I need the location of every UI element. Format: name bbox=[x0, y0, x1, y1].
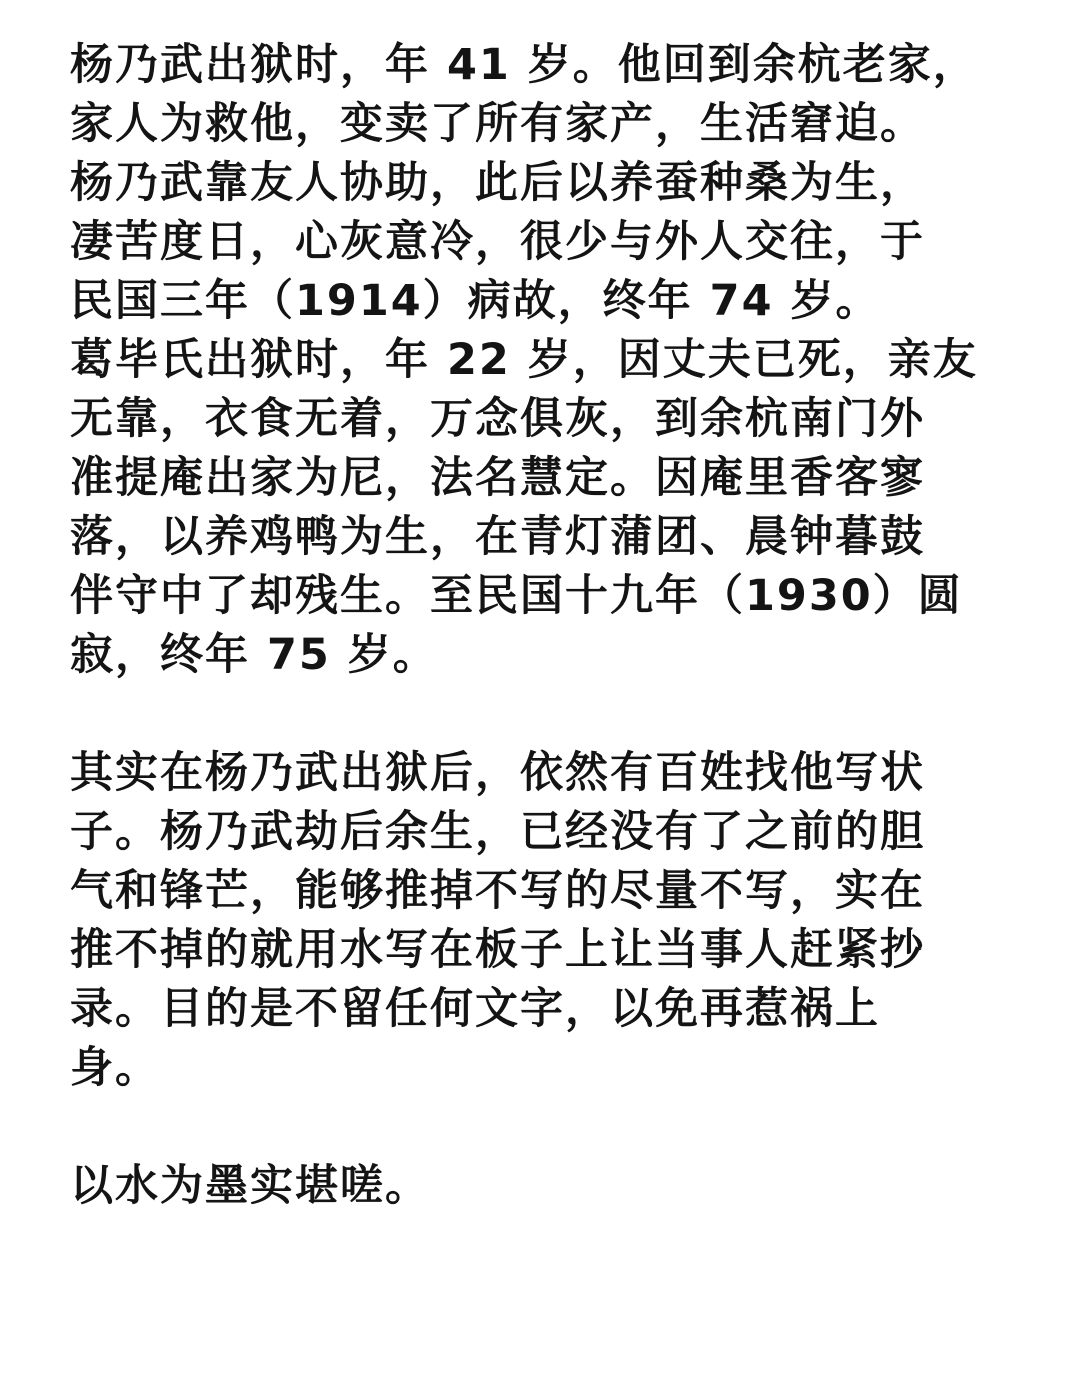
text-line: 气和锋芒，能够推掉不写的尽量不写，实在 bbox=[70, 866, 925, 916]
paragraph-closing-remark bbox=[70, 1157, 1010, 1216]
paragraph-spacer bbox=[70, 1098, 1010, 1157]
paragraph-yang-naiwu-release bbox=[70, 36, 1010, 331]
paragraph-water-writing bbox=[70, 744, 1010, 1098]
text-line: 民国三年（1914）病故，终年 74 岁。 bbox=[70, 276, 881, 326]
text-line: 寂，终年 75 岁。 bbox=[70, 630, 438, 680]
text-line: 杨乃武出狱时，年 41 岁。他回到余杭老家， bbox=[70, 40, 978, 90]
text-line: 身。 bbox=[70, 1043, 160, 1093]
text-line: 无靠，衣食无着，万念俱灰，到余杭南门外 bbox=[70, 394, 925, 444]
text-line: 杨乃武靠友人协助，此后以养蚕种桑为生， bbox=[70, 158, 925, 208]
text-line: 伴守中了却残生。至民国十九年（1930）圆 bbox=[70, 571, 963, 621]
text-line: 子。杨乃武劫后余生，已经没有了之前的胆 bbox=[70, 807, 925, 857]
text-line: 家人为救他，变卖了所有家产，生活窘迫。 bbox=[70, 99, 925, 149]
text-line: 葛毕氏出狱时，年 22 岁，因丈夫已死，亲友 bbox=[70, 335, 978, 385]
article-body bbox=[70, 36, 1010, 1216]
paragraph-gebi-shi-release bbox=[70, 331, 1010, 685]
text-line: 其实在杨乃武出狱后，依然有百姓找他写状 bbox=[70, 748, 925, 798]
text-line: 以水为墨实堪嗟。 bbox=[70, 1161, 430, 1211]
paragraph-spacer bbox=[70, 685, 1010, 744]
text-line: 准提庵出家为尼，法名慧定。因庵里香客寥 bbox=[70, 453, 925, 503]
text-line: 落，以养鸡鸭为生，在青灯蒲团、晨钟暮鼓 bbox=[70, 512, 925, 562]
text-line: 推不掉的就用水写在板子上让当事人赶紧抄 bbox=[70, 925, 925, 975]
text-line: 凄苦度日，心灰意冷，很少与外人交往，于 bbox=[70, 217, 925, 267]
text-line: 录。目的是不留任何文字，以免再惹祸上 bbox=[70, 984, 880, 1034]
